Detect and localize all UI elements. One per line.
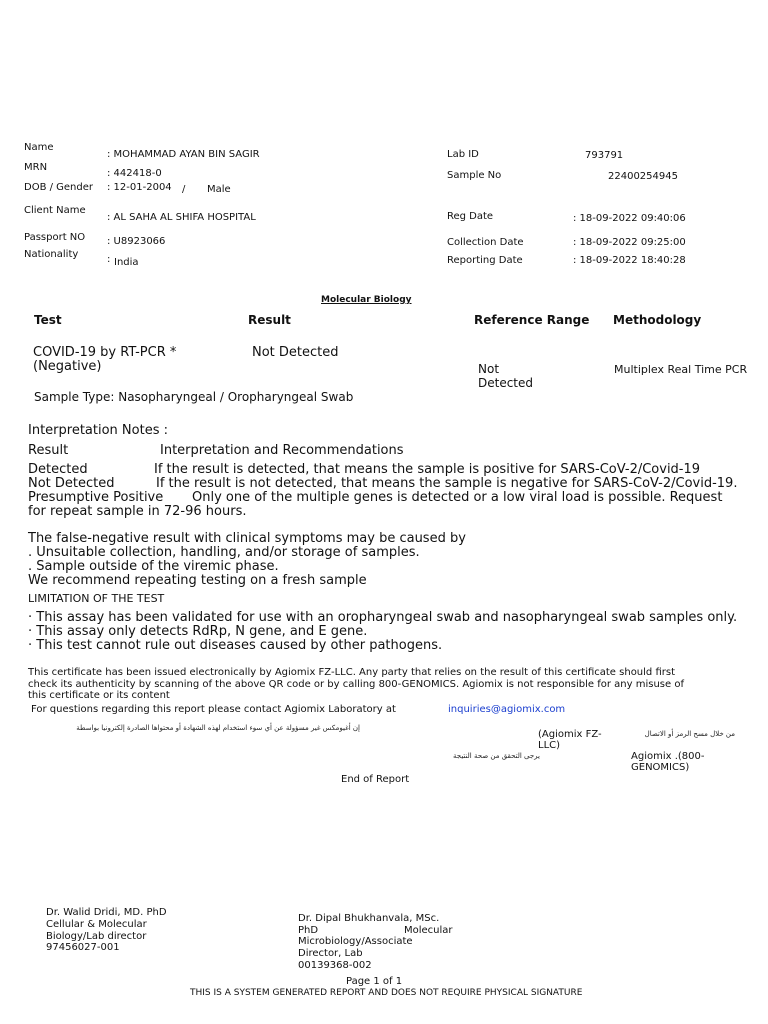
reporting-date-label: Reporting Date — [447, 255, 523, 266]
client-label: Client Name — [24, 205, 86, 216]
page-number: Page 1 of 1 — [346, 976, 403, 987]
limitations-heading: LIMITATION OF THE TEST — [28, 592, 165, 605]
arabic-disclaimer-line-2: ﻳﺮﺟﻰ ﺍﻟﺘﺤﻘﻖ ﻣﻦ ﺻﺤﺔ ﺍﻟﻨﺘﻴﺠﺔ — [453, 752, 540, 760]
not-detected-text: If the result is not detected, that means the sample is negative for SARS-CoV-2/Covid-19. — [156, 476, 738, 491]
dob-gender-separator: / — [182, 184, 186, 195]
signatory-right-field: Molecular — [404, 925, 453, 936]
dob-value: : 12-01-2004 — [107, 182, 172, 193]
signatory-left-title-2: Biology/Lab director — [46, 931, 147, 942]
contact-email-link[interactable]: inquiries@agiomix.com — [448, 704, 566, 715]
sample-value: 22400254945 — [608, 171, 678, 182]
signatory-right-name: Dr. Dipal Bhukhanvala, MSc. — [298, 913, 440, 924]
certificate-line-2: check its authenticity by scanning of the above QR code or by calling 800-GENOMICS. Agiomix is not responsible for any misuse of — [28, 679, 684, 690]
reference-line1: Not — [478, 362, 500, 376]
methodology-value: Multiplex Real Time PCR — [614, 363, 748, 376]
reg-date-value: : 18-09-2022 09:40:06 — [573, 213, 686, 224]
interpretation-heading: Interpretation Notes : — [28, 423, 168, 438]
presumptive-text: Only one of the multiple genes is detected or a low viral load is possible. Request — [192, 490, 723, 505]
signatory-right-id: 00139368-002 — [298, 960, 372, 971]
labid-value: 793791 — [585, 150, 624, 161]
signatory-right-title-1: Microbiology/Associate — [298, 936, 413, 947]
agiomix-fz-line-2: LLC) — [538, 740, 561, 751]
passport-label: Passport NO — [24, 232, 86, 243]
arabic-disclaimer-line-3: ﻣﻦ ﺧﻼﻝ ﻣﺴﺢ ﺍﻟﺮﻣﺰ ﺃﻭ ﺍﻻﺗﺼﺎﻝ — [644, 730, 735, 738]
reporting-date-value: : 18-09-2022 18:40:28 — [573, 255, 686, 266]
header-test: Test — [34, 313, 62, 327]
nationality-value: India — [114, 257, 139, 268]
collection-date-label: Collection Date — [447, 237, 524, 248]
section-title: Molecular Biology — [321, 295, 412, 305]
test-name-sub: (Negative) — [33, 359, 102, 374]
presumptive-label: Presumptive Positive — [28, 490, 164, 505]
signatory-left-title-1: Cellular & Molecular — [46, 919, 147, 930]
signatory-right-degree: PhD — [298, 925, 319, 936]
signatory-left-id: 97456027-001 — [46, 942, 120, 953]
passport-value: : U8923066 — [107, 236, 166, 247]
reference-line2: Detected — [478, 376, 534, 390]
recommendation: We recommend repeating testing on a fresh sample — [28, 573, 367, 588]
name-value: : MOHAMMAD AYAN BIN SAGIR — [107, 149, 260, 160]
sample-type: Sample Type: Nasopharyngeal / Oropharyngeal Swab — [34, 390, 354, 404]
agiomix-genomics-line-2: GENOMICS) — [631, 762, 690, 773]
notes-col-result: Result — [28, 443, 69, 458]
mrn-value: : 442418-0 — [107, 168, 162, 179]
agiomix-genomics-line-1: Agiomix .(800- — [631, 751, 705, 762]
end-of-report: End of Report — [341, 774, 410, 785]
arabic-disclaimer-line-1: ﺇﻥ ﺃﻏﻴﻮﻣﻜﺲ ﻏﻴﺮ ﻣﺴﺆﻭﻟﺔ ﻋﻦ ﺃﻱ ﺳﻮﺀ ﺍﺳﺘﺨﺪﺍﻡ ﻟﻬﺬﻩ ﺍﻟﺸﻬﺎﺩﺓ ﺃﻭ ﻣﺤﺘﻮﺍﻫﺎ ﺍﻟﺼﺎﺩﺭﺓ ﺇﻟﻜﺘﺮﻭﻧﻴﺎ ﺑﻮﺍﺳﻄﺔ — [76, 724, 360, 732]
reg-date-label: Reg Date — [447, 211, 494, 222]
signatory-left-name: Dr. Walid Dridi, MD. PhD — [46, 907, 167, 918]
header-methodology: Methodology — [613, 313, 702, 327]
presumptive-text-cont: for repeat sample in 72-96 hours. — [28, 504, 247, 519]
result-value: Not Detected — [252, 345, 339, 360]
system-generated-note: THIS IS A SYSTEM GENERATED REPORT AND DOES NOT REQUIRE PHYSICAL SIGNATURE — [190, 988, 583, 998]
sample-label: Sample No — [447, 170, 502, 181]
questions-text: For questions regarding this report please contact Agiomix Laboratory at — [31, 704, 396, 715]
notes-col-interpretation: Interpretation and Recommendations — [160, 443, 404, 458]
nationality-colon: : — [107, 254, 111, 265]
signatory-right-title-2: Director, Lab — [298, 948, 363, 959]
false-negative-text: The false-negative result with clinical symptoms may be caused by — [28, 531, 466, 546]
labid-label: Lab ID — [447, 149, 479, 160]
certificate-line-3: this certificate or its content — [28, 690, 170, 701]
detected-label: Detected — [28, 462, 88, 477]
test-name: COVID-19 by RT-PCR * — [33, 345, 177, 360]
not-detected-label: Not Detected — [28, 476, 115, 491]
limitation-item: · This test cannot rule out diseases caused by other pathogens. — [28, 638, 443, 653]
collection-date-value: : 18-09-2022 09:25:00 — [573, 237, 686, 248]
client-value: : AL SAHA AL SHIFA HOSPITAL — [107, 212, 256, 223]
gender-value: Male — [207, 184, 231, 195]
limitation-item: · This assay only detects RdRp, N gene, and E gene. — [28, 624, 368, 639]
nationality-label: Nationality — [24, 249, 79, 260]
header-reference-range: Reference Range — [474, 313, 590, 327]
cause-2: . Sample outside of the viremic phase. — [28, 559, 279, 574]
cause-1: . Unsuitable collection, handling, and/or storage of samples. — [28, 545, 420, 560]
agiomix-fz-line-1: (Agiomix FZ- — [538, 729, 602, 740]
certificate-line-1: This certificate has been issued electronically by Agiomix FZ-LLC. Any party that relies on the result of this certificate should first — [28, 667, 675, 678]
limitation-item: · This assay has been validated for use with an oropharyngeal swab and nasopharyngeal swab samples only. — [28, 610, 738, 625]
detected-text: If the result is detected, that means the sample is positive for SARS-CoV-2/Covid-19 — [154, 462, 701, 477]
header-result: Result — [248, 313, 291, 327]
name-label: Name — [24, 142, 54, 153]
mrn-label: MRN — [24, 162, 48, 173]
dob-label: DOB / Gender — [24, 182, 94, 193]
